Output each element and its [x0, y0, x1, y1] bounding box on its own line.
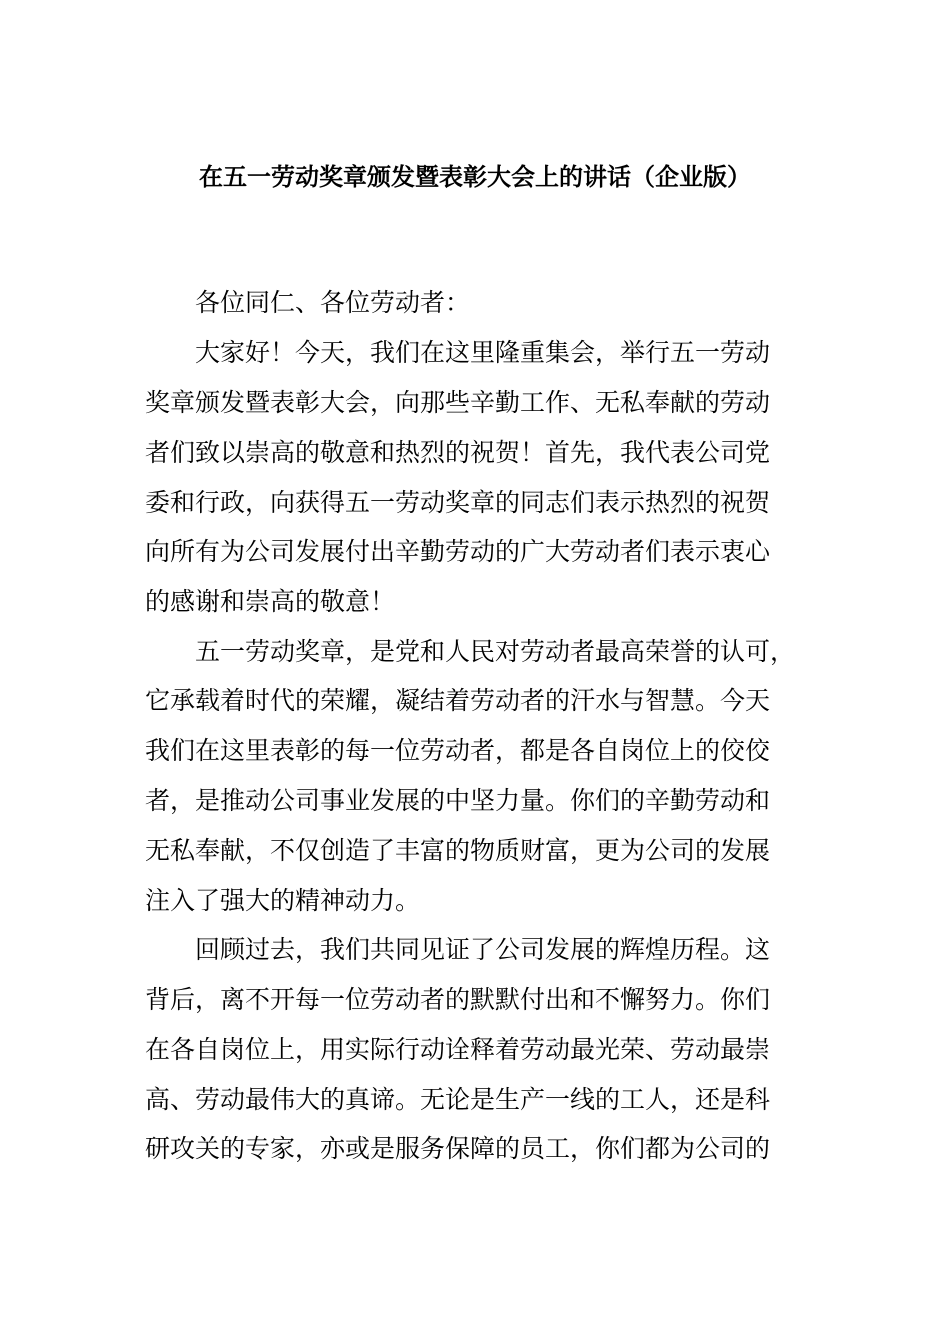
text-line-17: 研攻关的专家，亦或是服务保障的员工，你们都为公司的: [145, 1134, 771, 1163]
text-line-4: 委和行政，向获得五一劳动奖章的同志们表示热烈的祝贺: [145, 488, 771, 517]
text-line-14: 背后，离不开每一位劳动者的默默付出和不懈努力。你们: [145, 985, 771, 1014]
text-line-16: 高、劳动最伟大的真谛。无论是生产一线的工人，还是科: [145, 1085, 771, 1114]
text-line-11: 无私奉献，不仅创造了丰富的物质财富，更为公司的发展: [145, 836, 771, 865]
text-line-2: 奖章颁发暨表彰大会，向那些辛勤工作、无私奉献的劳动: [145, 388, 771, 417]
text-line-12: 注入了强大的精神动力。: [145, 886, 421, 915]
salutation-line: 各位同仁、各位劳动者：: [195, 288, 471, 317]
text-line-3: 者们致以崇高的敬意和热烈的祝贺！首先，我代表公司党: [145, 438, 771, 467]
document-title: 在五一劳动奖章颁发暨表彰大会上的讲话（企业版）: [199, 163, 751, 191]
text-line-15: 在各自岗位上，用实际行动诠释着劳动最光荣、劳动最崇: [145, 1035, 771, 1064]
text-line-7: 五一劳动奖章，是党和人民对劳动者最高荣誉的认可，: [195, 637, 796, 666]
text-line-13: 回顾过去，我们共同见证了公司发展的辉煌历程。这: [195, 935, 771, 964]
text-line-5: 向所有为公司发展付出辛勤劳动的广大劳动者们表示衷心: [145, 537, 771, 566]
text-line-10: 者，是推动公司事业发展的中坚力量。你们的辛勤劳动和: [145, 786, 771, 815]
text-line-8: 它承载着时代的荣耀，凝结着劳动者的汗水与智慧。今天: [145, 686, 771, 715]
text-line-1: 大家好！今天，我们在这里隆重集会，举行五一劳动: [195, 338, 771, 367]
text-line-6: 的感谢和崇高的敬意！: [145, 587, 396, 616]
text-line-9: 我们在这里表彰的每一位劳动者，都是各自岗位上的佼佼: [145, 736, 771, 765]
